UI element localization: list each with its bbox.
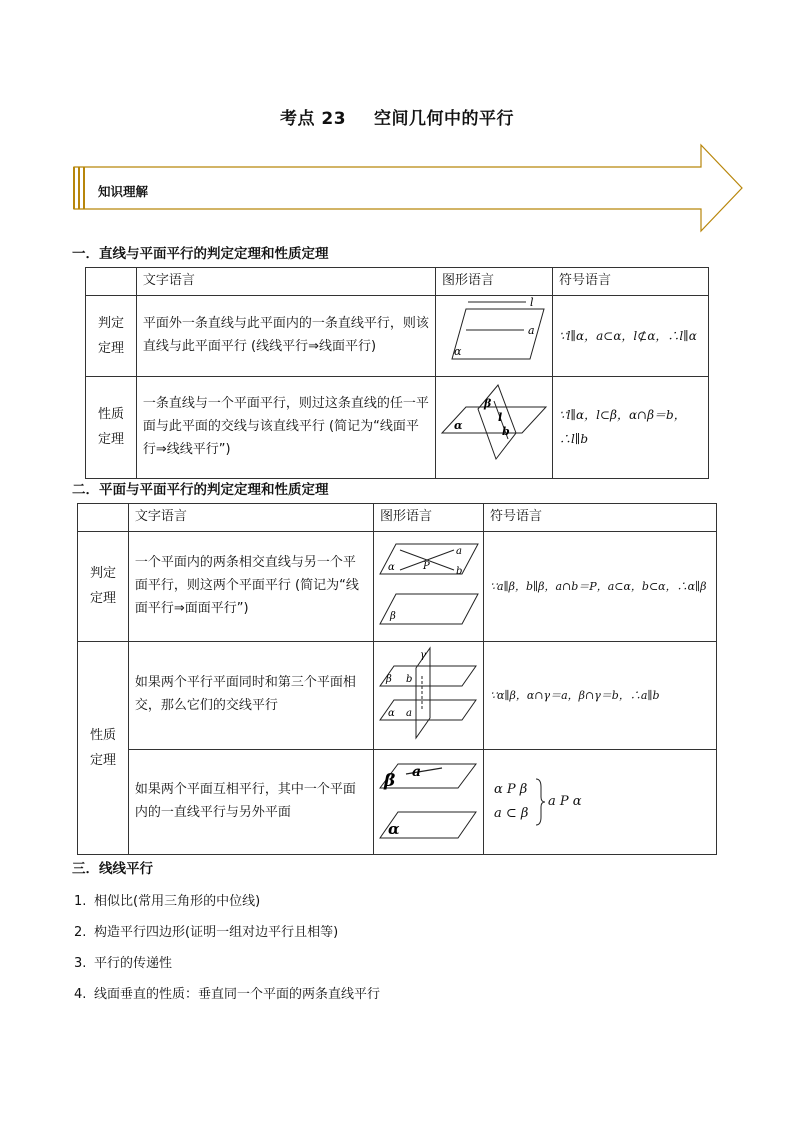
line-plane-property-figure [438,377,550,469]
row-label: 性质定理 [78,641,129,855]
fig-label: α [387,562,395,573]
section2-header-row [78,504,717,532]
header-text-lang: 文字语言 [136,268,435,296]
fig-label: a [455,546,462,557]
figure-cell [374,749,484,855]
fig-label: b [502,425,510,438]
arrow-banner [68,142,748,234]
section2-table [77,503,717,855]
row-text: 一个平面内的两条相交直线与另一个平面平行，则这两个平面平行 (简记为“线面平行⇒面面平行”) [128,532,373,642]
list-item: 4. 线面垂直的性质：垂直同一个平面的两条直线平行 [74,987,381,1002]
row-text: 一条直线与一个平面平行，则过这条直线的任一平面与此平面的交线与该直线平行 (简记为“线面平行⇒线线平行”) [136,377,435,479]
fig-label: P [422,561,430,572]
list-item: 3. 平行的传递性 [74,956,173,971]
figure-cell [436,296,553,377]
fig-label: α [454,419,463,432]
fig-label: β [484,397,492,410]
symbol-premise-1: α P β [494,781,528,797]
row-symbol [484,749,717,855]
row-label: 判定定理 [78,532,129,642]
fig-label: l [530,296,534,309]
fig-label: a [405,707,412,719]
list-item: 1. 相似比(常用三角形的中位线) [74,894,261,909]
fig-label: β [383,770,395,791]
fig-label: α [387,819,400,838]
table-row [78,532,717,642]
header-figure-lang: 图形语言 [436,268,553,296]
fig-label: γ [419,649,426,661]
plane-plane-property-figure [376,642,482,740]
topic-title: 空间几何中的平行 [374,109,515,129]
table-row [78,749,717,855]
line-plane-parallel-figure [438,297,550,367]
fig-label: b [455,566,462,577]
row-symbol: ∵α∥β，α∩γ＝a，β∩γ＝b，∴a∥b [484,641,717,749]
parallel-planes-line-figure [376,750,482,846]
symbol-result: a P α [548,793,582,809]
header-symbol-lang: 符号语言 [484,504,717,532]
section1-header-row [86,268,709,296]
row-text: 平面外一条直线与此平面内的一条直线平行，则该直线与此平面平行 (线线平行⇒线面平行) [136,296,435,377]
fig-label: l [498,411,503,424]
header-figure-lang: 图形语言 [374,504,484,532]
section1-table [85,267,709,479]
page-title [0,104,794,129]
fig-label: α [454,344,462,358]
brace-icon [534,777,546,827]
topic-number: 考点 23 [279,109,347,129]
fig-label: a [528,323,535,337]
figure-cell [374,641,484,749]
fig-label: β [389,611,396,622]
figure-cell [436,377,553,479]
table-row [78,641,717,749]
table-row [86,296,709,377]
row-text: 如果两个平面互相平行，其中一个平面内的一直线平行与另外平面 [128,749,373,855]
banner-label: 知识理解 [98,184,149,199]
list-item: 2. 构造平行四边形(证明一组对边平行且相等) [74,925,339,940]
fig-label: β [385,673,392,685]
figure-cell [374,532,484,642]
table-row [86,377,709,479]
row-symbol: ∵l∥α，l⊂β，α∩β＝b，∴l∥b [553,377,709,479]
row-symbol: ∵l∥α，a⊂α，l⊄α，∴l∥α [553,296,709,377]
fig-label: α [387,707,395,719]
section2-heading: 二．平面与平面平行的判定定理和性质定理 [72,482,329,498]
row-text: 如果两个平行平面同时和第三个平面相交，那么它们的交线平行 [128,641,373,749]
section1-heading: 一．直线与平面平行的判定定理和性质定理 [72,246,329,262]
header-text-lang: 文字语言 [128,504,373,532]
header-symbol-lang: 符号语言 [553,268,709,296]
fig-label: b [405,673,412,685]
fig-label: a [411,763,421,780]
section3-heading: 三．线线平行 [72,861,153,877]
plane-plane-parallel-figure [376,532,482,632]
row-label: 判定定理 [86,296,137,377]
row-symbol: ∵a∥β，b∥β，a∩b＝P，a⊂α，b⊂α，∴α∥β [484,532,717,642]
row-label: 性质定理 [86,377,137,479]
symbol-premise-2: a ⊂ β [494,805,529,821]
